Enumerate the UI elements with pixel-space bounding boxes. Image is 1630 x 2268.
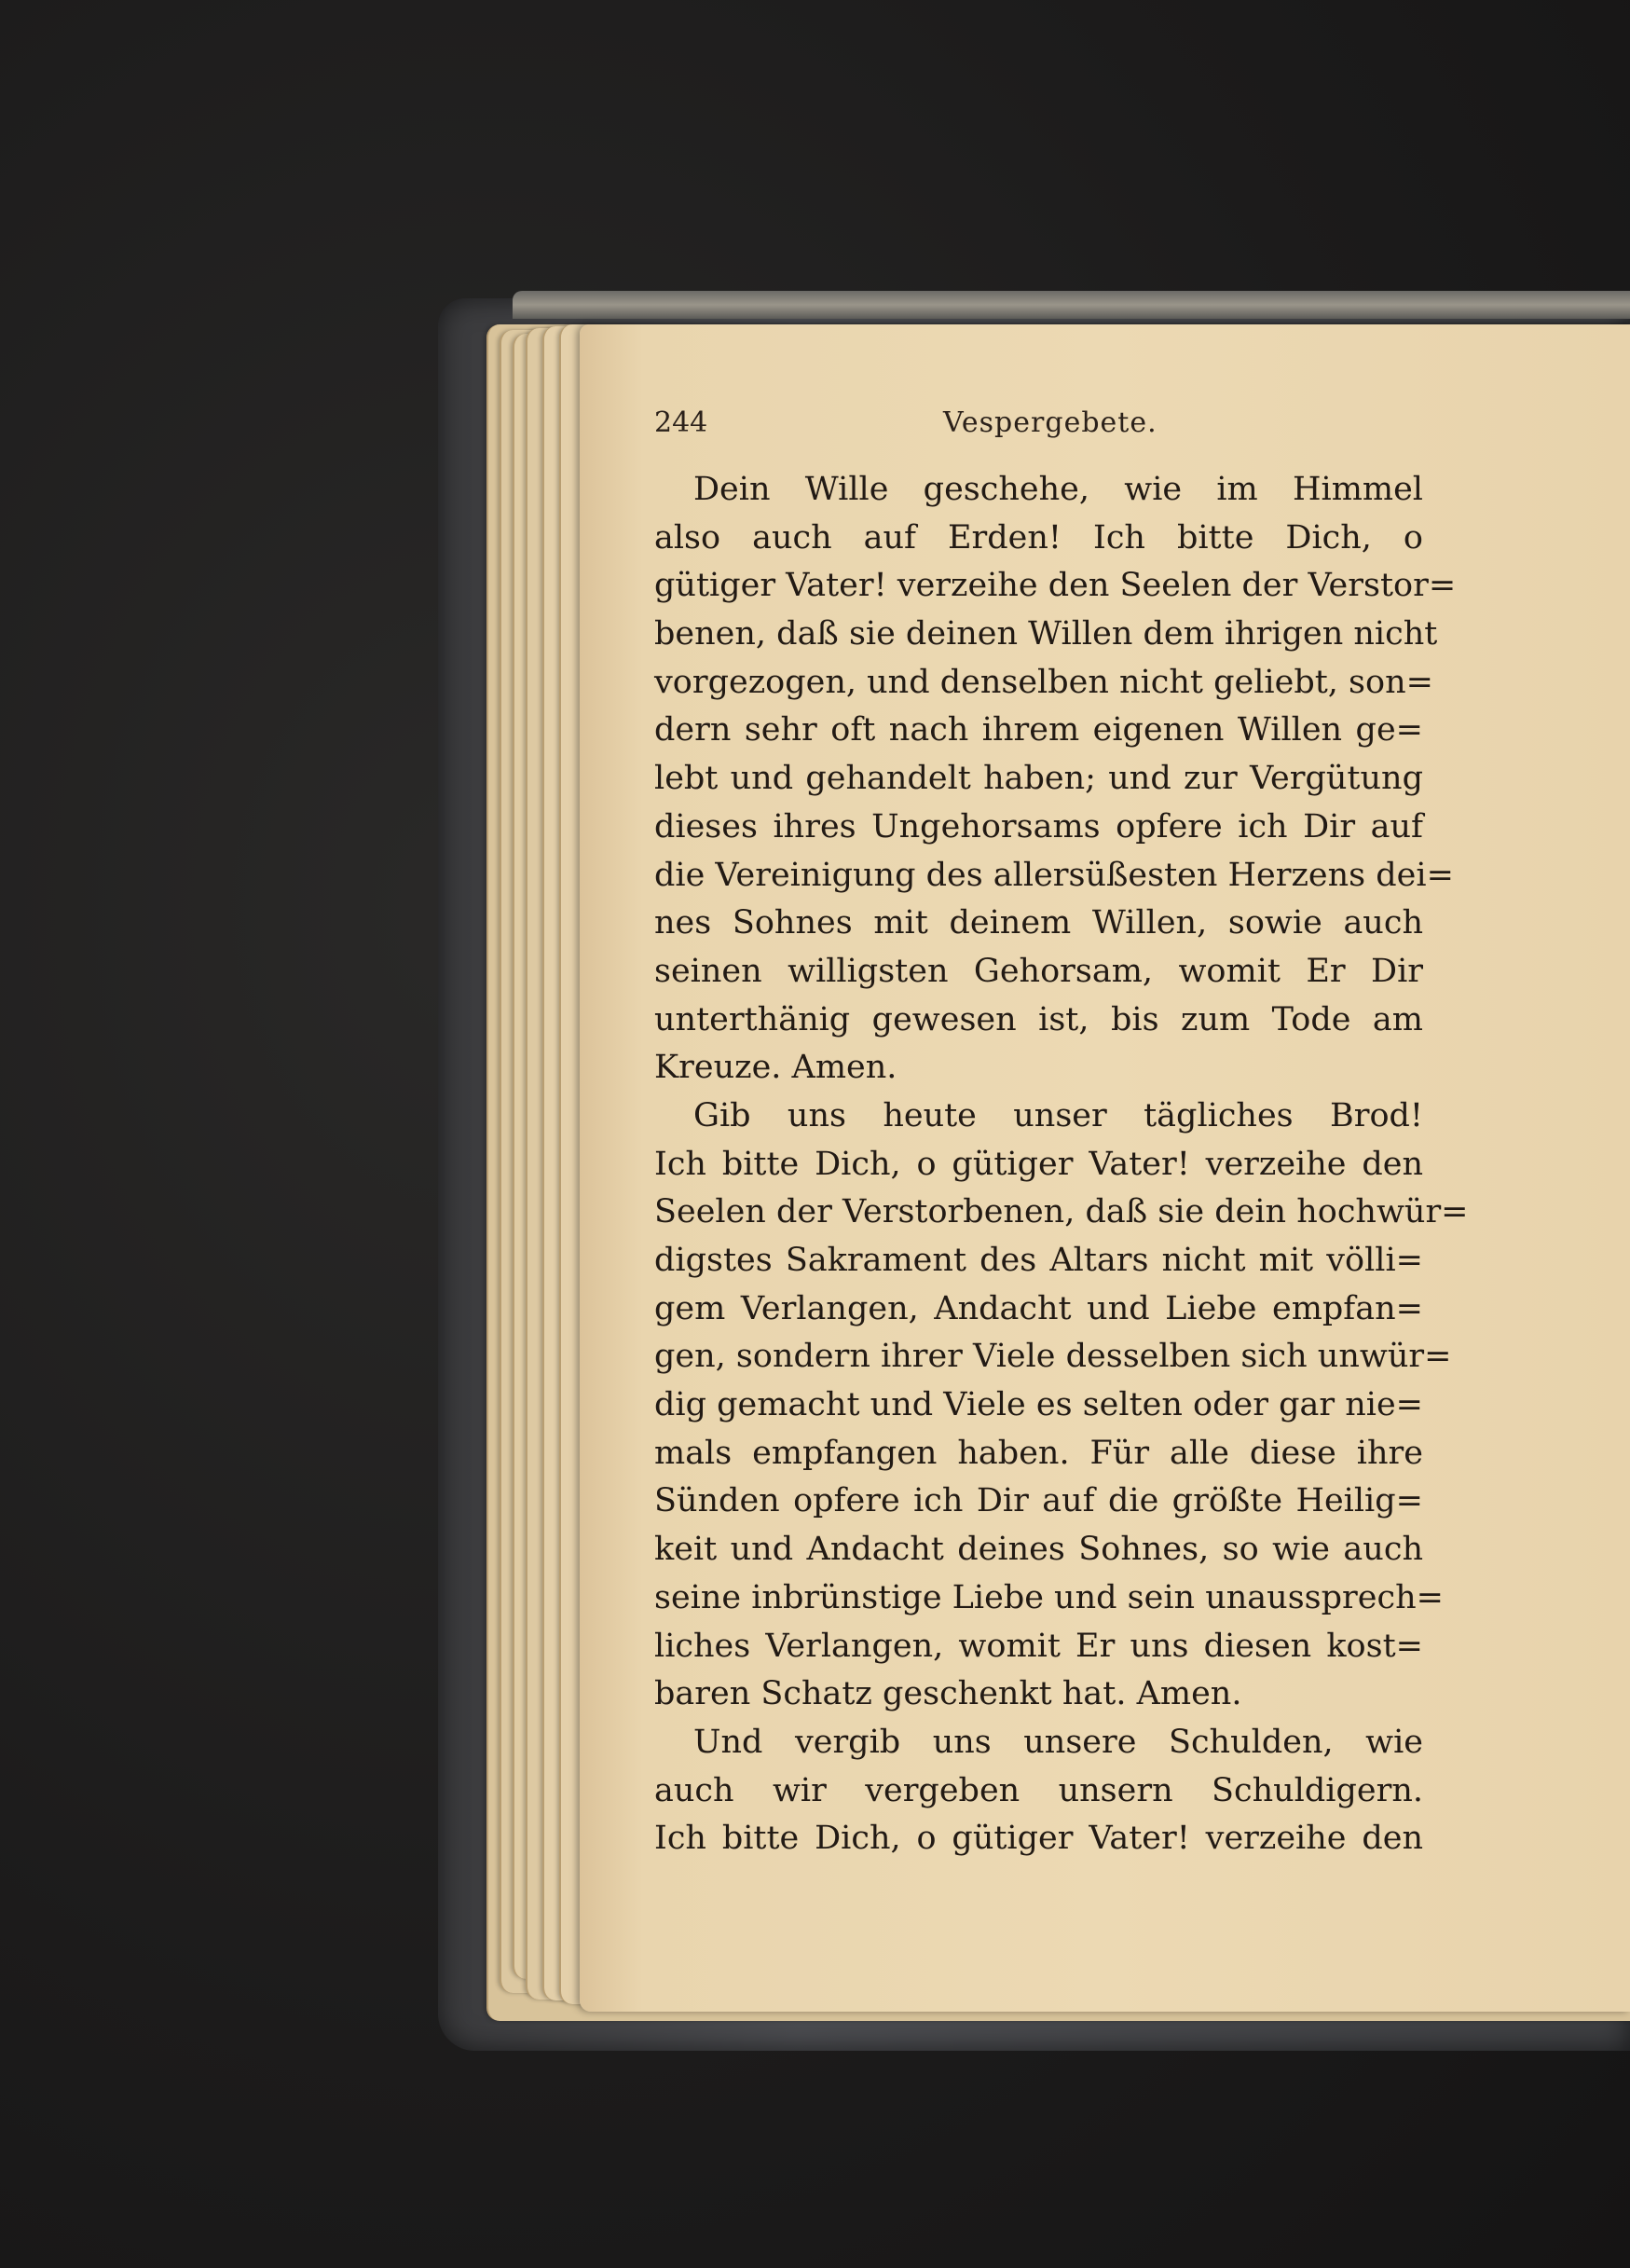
text-line: digstes Sakrament des Altars nicht mit völli=	[654, 1242, 1423, 1279]
text-line: die Vereinigung des allersüßesten Herzens dei=	[654, 856, 1454, 894]
text-line: liches Verlangen, womit Er uns diesen kost=	[654, 1627, 1423, 1665]
text-line: Dein Wille geschehe, wie im Himmel	[693, 471, 1423, 508]
text-line: seine inbrünstige Liebe und sein unaussprech=	[654, 1578, 1444, 1616]
text-line: Seelen der Verstorbenen, daß sie dein hochwür=	[654, 1193, 1469, 1231]
text-page	[580, 324, 1630, 2012]
running-title: Vespergebete.	[943, 406, 1157, 439]
text-line: seinen willigsten Gehorsam, womit Er Dir	[654, 952, 1423, 990]
text-line: keit und Andacht deines Sohnes, so wie auch	[654, 1531, 1423, 1569]
text-line: dern sehr oft nach ihrem eigenen Willen ge=	[654, 711, 1423, 749]
text-line: nes Sohnes mit deinem Willen, sowie auch	[654, 904, 1423, 942]
text-line: Ich bitte Dich, o gütiger Vater! verzeihe den	[654, 1820, 1423, 1858]
text-line: benen, daß sie deinen Willen dem ihrigen nicht	[654, 615, 1438, 653]
text-line: lebt und gehandelt haben; und zur Vergütung	[654, 760, 1423, 798]
body-text	[654, 466, 1469, 1863]
text-line: gen, sondern ihrer Viele desselben sich unwür=	[654, 1338, 1452, 1376]
page-stack	[486, 324, 1630, 2021]
text-line: dieses ihres Ungehorsams opfere ich Dir auf	[654, 807, 1423, 845]
open-book	[438, 280, 1630, 2060]
text-line: also auch auf Erden! Ich bitte Dich, o	[654, 518, 1423, 557]
book-spine-edge	[513, 291, 1630, 319]
text-line: baren Schatz geschenkt hat. Amen.	[654, 1675, 1242, 1713]
text-line: Sünden opfere ich Dir auf die größte Heilig=	[654, 1482, 1423, 1520]
text-line: Kreuze. Amen.	[654, 1049, 897, 1087]
text-line: Und vergib uns unsere Schulden, wie	[693, 1723, 1423, 1761]
page-number: 244	[654, 406, 708, 439]
page-header	[654, 406, 1446, 453]
text-line: gütiger Vater! verzeihe den Seelen der Verstor=	[654, 567, 1457, 605]
text-line: mals empfangen haben. Für alle diese ihre	[654, 1434, 1423, 1472]
text-line: vorgezogen, und denselben nicht geliebt, son=	[654, 663, 1433, 701]
text-line: dig gemacht und Viele es selten oder gar nie=	[654, 1386, 1423, 1424]
text-line: unterthänig gewesen ist, bis zum Tode am	[654, 1000, 1423, 1038]
text-line: gem Verlangen, Andacht und Liebe empfan=	[654, 1289, 1423, 1327]
text-line: auch wir vergeben unsern Schuldigern.	[654, 1771, 1423, 1809]
text-line: Gib uns heute unser tägliches Brod!	[693, 1096, 1423, 1134]
text-line: Ich bitte Dich, o gütiger Vater! verzeihe den	[654, 1145, 1423, 1183]
